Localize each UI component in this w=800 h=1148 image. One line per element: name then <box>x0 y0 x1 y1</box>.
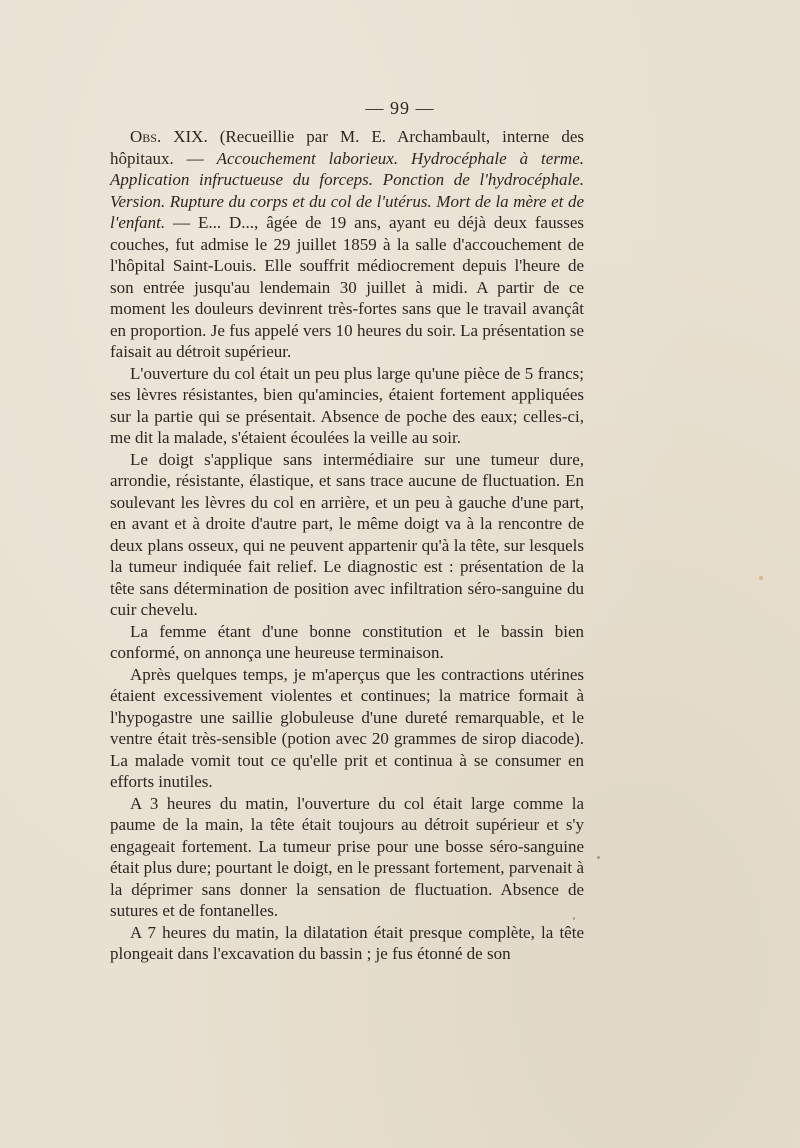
paper-speck <box>573 917 575 920</box>
paragraph-1: L'ouverture du col était un peu plus large qu'une pièce de 5 francs; ses lèvres résistantes, bien qu'amincies, étaient fortement appliquées sur la partie qui se présentait. Absence de poche des eaux; celles-ci, me dit la malade, s'étaient écoulées la veille au soir. <box>110 363 584 447</box>
paragraph-4: Après quelques temps, je m'aperçus que les contractions utérines étaient excessivement violentes et continues; la matrice formait à l'hypogastre une saillie globuleuse d'une dureté remarquable, et le ventre était très-sensible (potion avec 20 grammes de sirop diacode). La malade vomit tout ce qu'elle prit et continua à se consumer en efforts inutiles. <box>110 664 584 791</box>
paragraph-5: A 3 heures du matin, l'ouverture du col était large comme la paume de la main, la tête était toujours au détroit supérieur et s'y engageait fortement. La tumeur prise pour une bosse séro-sanguine était plus dure; pourtant le doigt, en le pressant fortement, parvenait à la déprimer sans donner la sensation de fluctuation. Absence de sutures et de fontanelles. <box>110 793 584 920</box>
obs-heading: . XIX. (Recueillie par M. E. Archambault, interne des hôpitaux. — <box>110 127 584 168</box>
obs-label: Obs <box>130 127 157 146</box>
paragraph-6: A 7 heures du matin, la dilatation était presque complète, la tête plongeait dans l'excavation du bassin ; je fus étonné de son <box>110 922 584 963</box>
page-number: — 99 — <box>365 98 435 118</box>
paper-speck <box>597 856 600 859</box>
paper-speck <box>759 576 763 580</box>
body-text <box>110 126 584 965</box>
obs-body: — E... D..., âgée de 19 ans, ayant eu déjà deux fausses couches, fut admise le 29 juillet 1859 à la salle d'accouchement de l'hôpital Saint-Louis. Elle souffrit médiocrement depuis l'heure de son entrée jusqu'au lendemain 30 juillet à midi. A partir de ce moment les douleurs devinrent très-fortes sans que le travail avançât en proportion. Je fus appelé vers 10 heures du soir. La présentation se faisait au détroit supérieur. <box>110 213 584 361</box>
paragraph-2: Le doigt s'applique sans intermédiaire sur une tumeur dure, arrondie, résistante, élastique, et sans trace aucune de fluctuation. En soulevant les lèvres du col en arrière, et un peu à gauche d'une part, en avant et à droite d'autre part, le même doigt va à la rencontre de deux plans osseux, qui ne peuvent appartenir qu'à la tête, sur lesquels la tumeur indiquée fait relief. Le diagnostic est : présentation de la tête sans détermination de position avec infiltration séro-sanguine du cuir chevelu. <box>110 449 584 619</box>
observation-paragraph <box>110 126 584 363</box>
obs-title: Accouchement laborieux. Hydrocéphale à terme. Application infructueuse du forceps. Ponction de l'hydrocéphale. Version. Rupture du corps et du col de l'utérus. Mort de la mère et de l'enfant. <box>110 148 585 232</box>
paragraph-3: La femme étant d'une bonne constitution et le bassin bien conformé, on annonça une heureuse terminaison. <box>110 621 584 662</box>
